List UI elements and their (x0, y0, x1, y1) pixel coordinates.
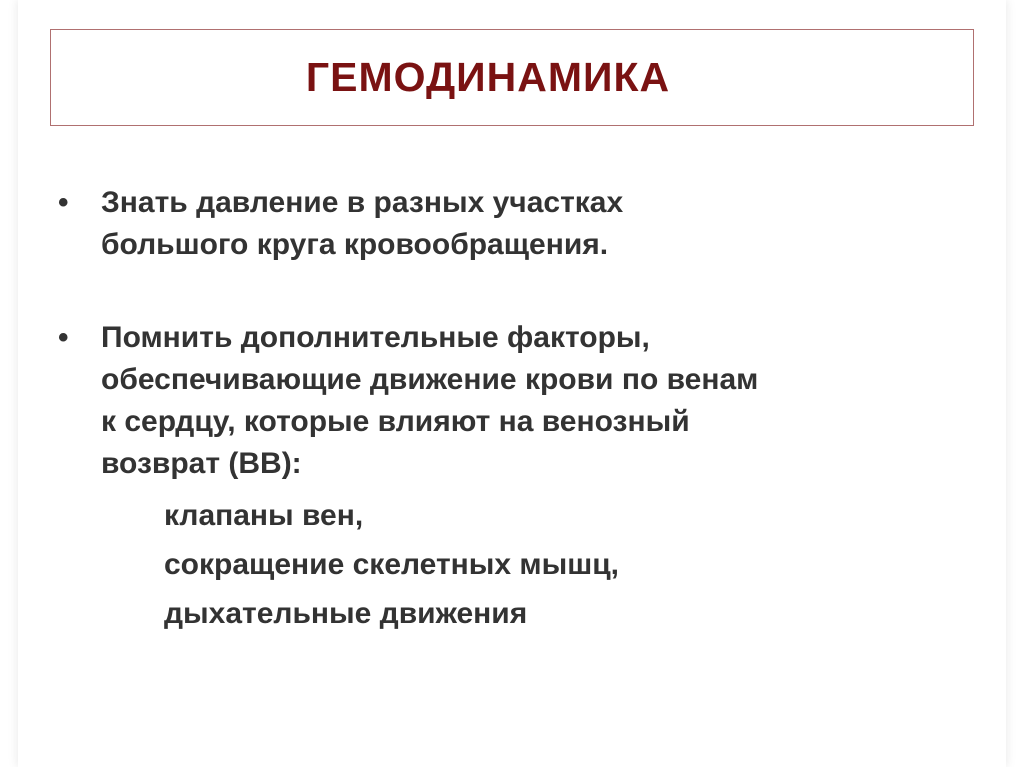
bullet-marker: • (58, 186, 69, 219)
title-box (50, 29, 974, 126)
bullet-line: к сердцу, которые влияют на венозный (101, 405, 690, 438)
bullet-line: Помнить дополнительные факторы, (101, 321, 650, 354)
bullet-line: возврат (ВВ): (101, 447, 302, 480)
factor-item-breathing: дыхательные движения (164, 597, 528, 630)
bullet-item-venous-return (58, 317, 978, 638)
factor-list (101, 491, 978, 638)
bullet-item-pressure (58, 182, 978, 266)
bullet-line: большого круга кровообращения. (101, 228, 609, 261)
bullet-line: Знать давление в разных участках (101, 186, 624, 219)
factor-item-valves: клапаны вен, (164, 499, 364, 532)
bullet-line: обеспечивающие движение крови по венам (101, 363, 759, 396)
factor-item-muscles: сокращение скелетных мышц, (164, 548, 619, 581)
slide-title: ГЕМОДИНАМИКА (305, 54, 671, 100)
bullet-list (58, 182, 978, 638)
bullet-marker: • (58, 321, 69, 354)
